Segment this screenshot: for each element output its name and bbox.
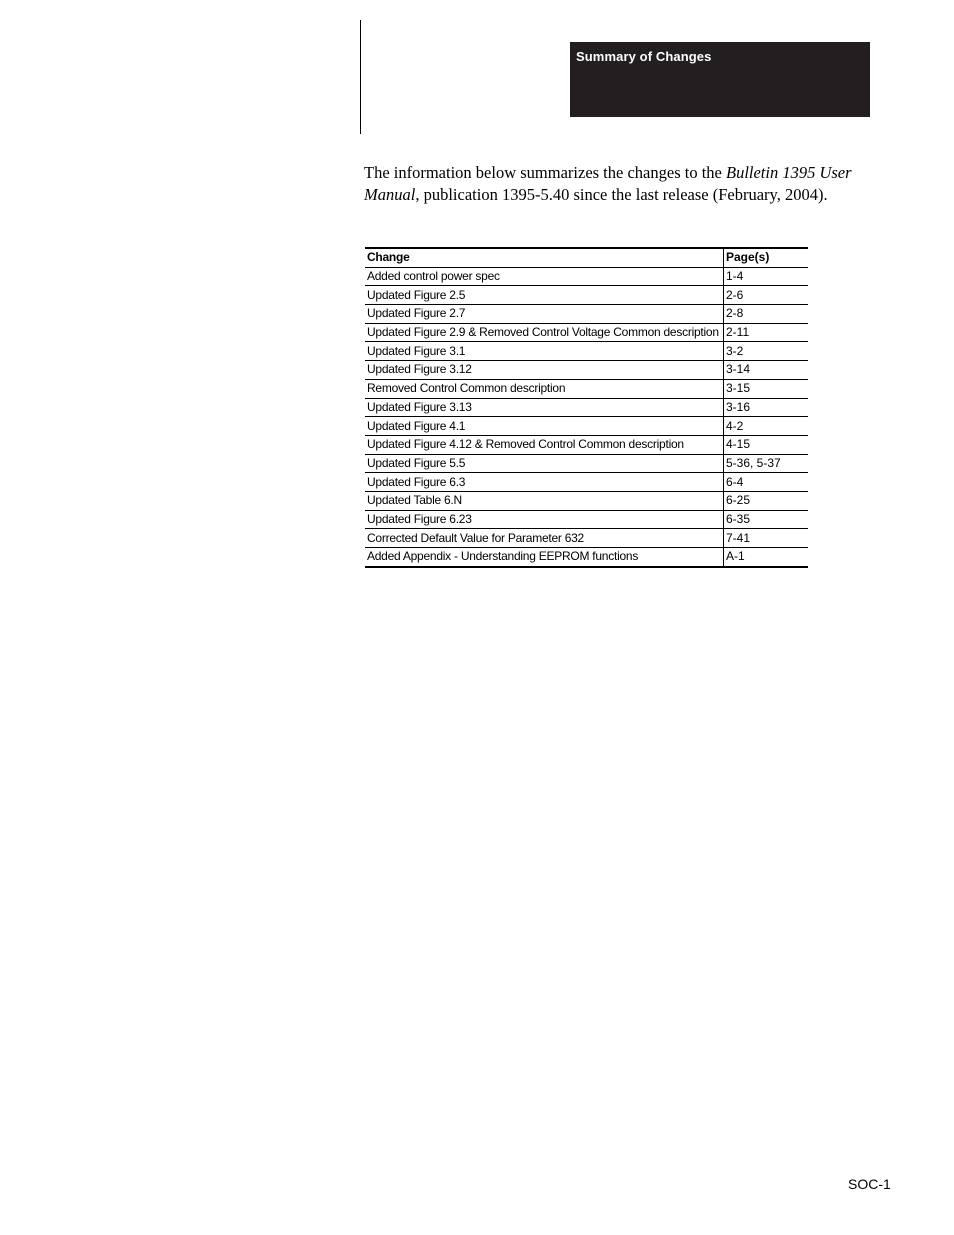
change-cell: Updated Figure 6.3 <box>365 473 724 492</box>
pages-cell: 2-6 <box>724 286 809 305</box>
intro-text-before: The information below summarizes the changes to the <box>364 163 726 182</box>
intro-text-after: , publication 1395-5.40 since the last release (February, 2004). <box>415 184 828 204</box>
changes-table <box>365 247 808 568</box>
change-cell: Updated Figure 6.23 <box>365 510 724 529</box>
table-row <box>365 267 808 286</box>
page-number: SOC-1 <box>848 1176 891 1192</box>
change-cell: Removed Control Common description <box>365 379 724 398</box>
table-row <box>365 548 808 567</box>
changes-table-body <box>365 267 808 567</box>
change-cell: Updated Figure 5.5 <box>365 454 724 473</box>
pages-cell: 3-2 <box>724 342 809 361</box>
table-row <box>365 454 808 473</box>
manual-title: Bulletin 1395 User Manual <box>364 163 852 204</box>
pages-cell: 3-14 <box>724 361 809 380</box>
pages-cell: 2-11 <box>724 323 809 342</box>
table-row <box>365 379 808 398</box>
column-header-pages: Page(s) <box>724 248 809 267</box>
pages-cell: 7-41 <box>724 529 809 548</box>
section-header-tab <box>570 42 870 117</box>
margin-rule <box>360 20 361 134</box>
change-cell: Updated Figure 4.12 & Removed Control Common description <box>365 435 724 454</box>
pages-cell: 4-15 <box>724 435 809 454</box>
pages-cell: 5-36, 5-37 <box>724 454 809 473</box>
change-cell: Updated Figure 2.5 <box>365 286 724 305</box>
change-cell: Updated Figure 3.13 <box>365 398 724 417</box>
intro-paragraph <box>364 162 884 205</box>
pages-cell: 4-2 <box>724 417 809 436</box>
section-title: Summary of Changes <box>576 49 712 64</box>
pages-cell: 1-4 <box>724 267 809 286</box>
table-row <box>365 361 808 380</box>
pages-cell: A-1 <box>724 548 809 567</box>
pages-cell: 6-35 <box>724 510 809 529</box>
table-row <box>365 398 808 417</box>
table-row <box>365 529 808 548</box>
pages-cell: 2-8 <box>724 305 809 324</box>
change-cell: Added Appendix - Understanding EEPROM functions <box>365 548 724 567</box>
change-cell: Corrected Default Value for Parameter 632 <box>365 529 724 548</box>
change-cell: Updated Figure 2.9 & Removed Control Voltage Common description <box>365 323 724 342</box>
table-row <box>365 286 808 305</box>
table-row <box>365 435 808 454</box>
pages-cell: 3-16 <box>724 398 809 417</box>
pages-cell: 6-4 <box>724 473 809 492</box>
table-row <box>365 342 808 361</box>
table-row <box>365 305 808 324</box>
change-cell: Updated Figure 3.12 <box>365 361 724 380</box>
table-row <box>365 510 808 529</box>
change-cell: Updated Figure 3.1 <box>365 342 724 361</box>
change-cell: Updated Table 6.N <box>365 491 724 510</box>
column-header-change: Change <box>365 248 724 267</box>
table-row <box>365 491 808 510</box>
change-cell: Added control power spec <box>365 267 724 286</box>
table-row <box>365 323 808 342</box>
table-header-row <box>365 248 808 267</box>
pages-cell: 6-25 <box>724 491 809 510</box>
table-row <box>365 473 808 492</box>
change-cell: Updated Figure 4.1 <box>365 417 724 436</box>
change-cell: Updated Figure 2.7 <box>365 305 724 324</box>
table-row <box>365 417 808 436</box>
pages-cell: 3-15 <box>724 379 809 398</box>
